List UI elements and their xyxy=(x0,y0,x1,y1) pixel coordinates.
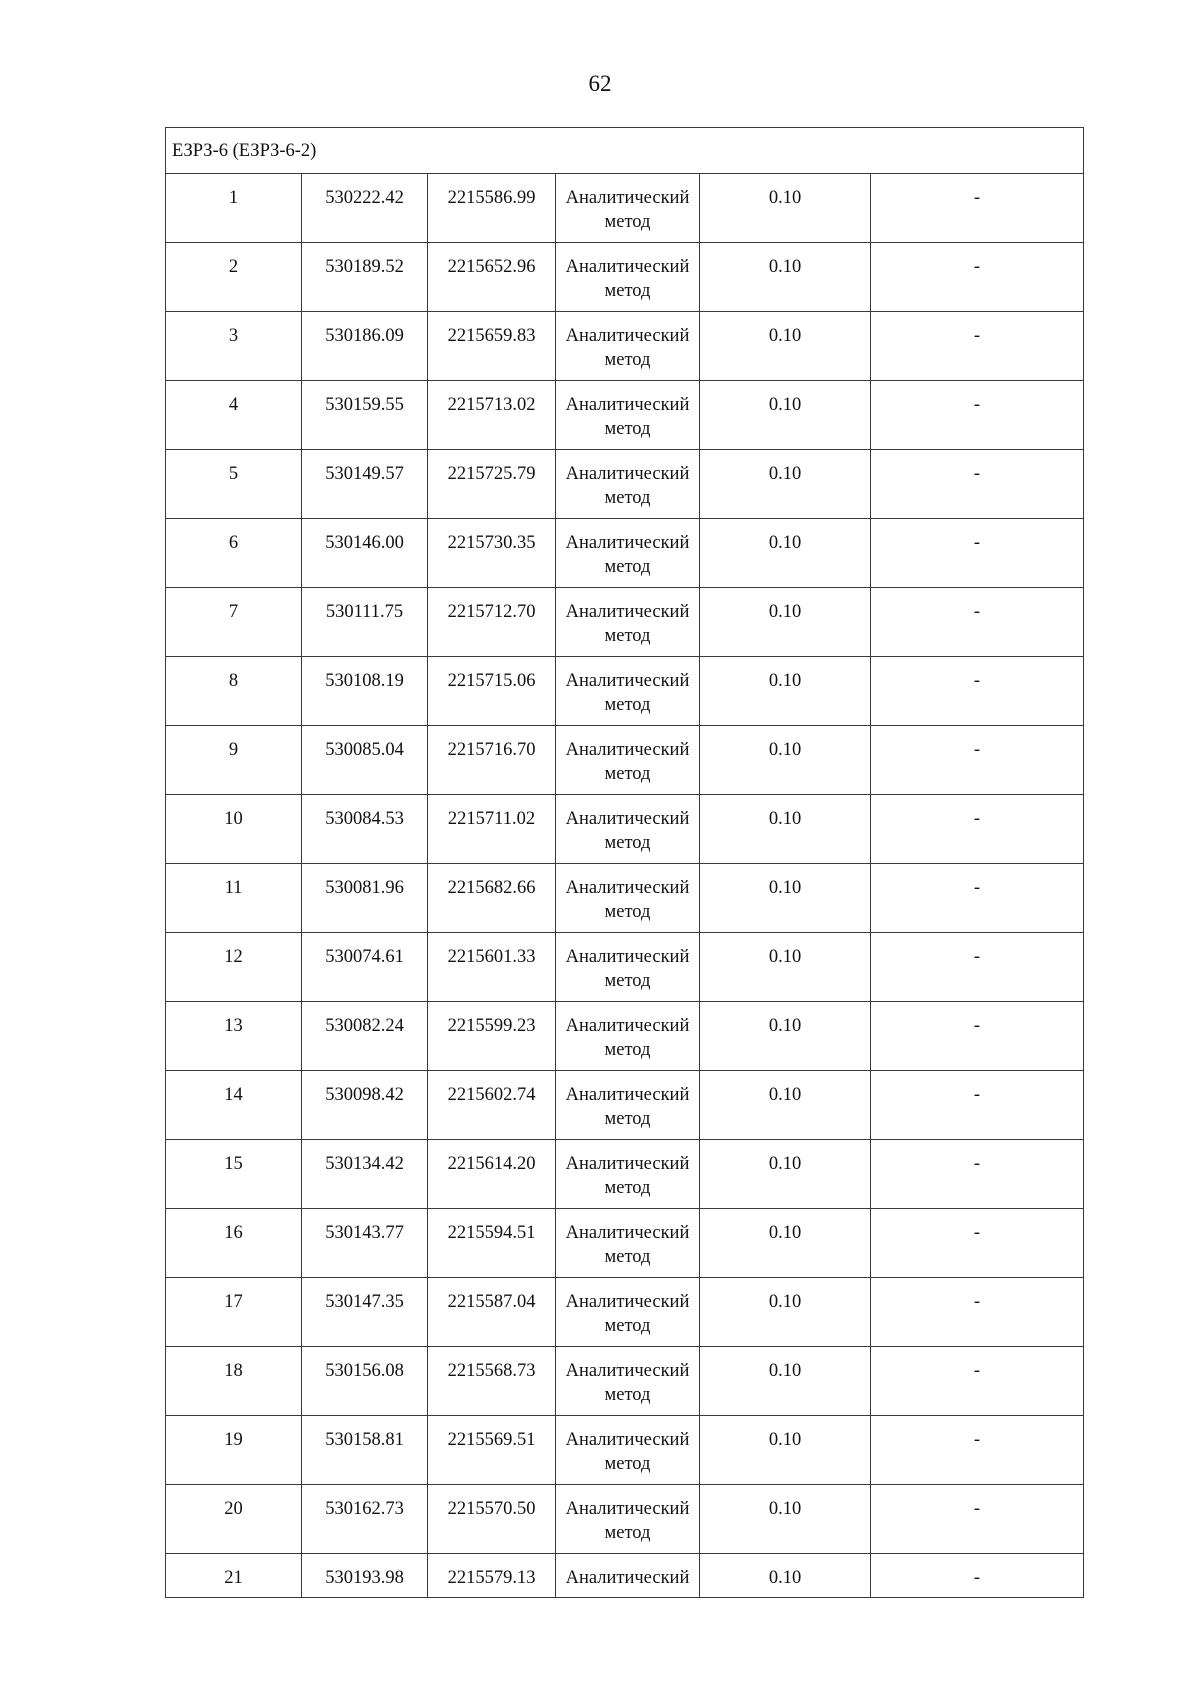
method-text: Аналитический xyxy=(565,1568,690,1588)
table-row xyxy=(166,1209,1084,1278)
accuracy-cell: 0.10 xyxy=(700,726,871,795)
accuracy-cell: 0.10 xyxy=(700,657,871,726)
note-cell: - xyxy=(871,1002,1084,1071)
x-coordinate-cell: 530222.42 xyxy=(302,174,428,243)
note-cell: - xyxy=(871,1278,1084,1347)
method-cell xyxy=(556,1554,700,1598)
note-cell: - xyxy=(871,795,1084,864)
point-number-cell: 3 xyxy=(166,312,302,381)
x-coordinate-cell: 530156.08 xyxy=(302,1347,428,1416)
x-coordinate-cell: 530158.81 xyxy=(302,1416,428,1485)
y-coordinate-cell: 2215587.04 xyxy=(428,1278,556,1347)
y-coordinate-cell: 2215652.96 xyxy=(428,243,556,312)
note-cell: - xyxy=(871,933,1084,1002)
method-cell xyxy=(556,795,700,864)
y-coordinate-cell: 2215711.02 xyxy=(428,795,556,864)
accuracy-cell: 0.10 xyxy=(700,381,871,450)
x-coordinate-cell: 530134.42 xyxy=(302,1140,428,1209)
point-number-cell: 1 xyxy=(166,174,302,243)
method-text: Аналитический метод xyxy=(565,533,690,577)
point-number-cell: 15 xyxy=(166,1140,302,1209)
x-coordinate-cell: 530084.53 xyxy=(302,795,428,864)
y-coordinate-cell: 2215614.20 xyxy=(428,1140,556,1209)
point-number-cell: 9 xyxy=(166,726,302,795)
method-cell xyxy=(556,657,700,726)
note-cell: - xyxy=(871,1209,1084,1278)
method-text: Аналитический метод xyxy=(565,188,690,232)
accuracy-cell: 0.10 xyxy=(700,1002,871,1071)
y-coordinate-cell: 2215602.74 xyxy=(428,1071,556,1140)
x-coordinate-cell: 530143.77 xyxy=(302,1209,428,1278)
accuracy-cell: 0.10 xyxy=(700,1209,871,1278)
table-row xyxy=(166,726,1084,795)
point-number-cell: 11 xyxy=(166,864,302,933)
method-cell xyxy=(556,1140,700,1209)
x-coordinate-cell: 530149.57 xyxy=(302,450,428,519)
y-coordinate-cell: 2215659.83 xyxy=(428,312,556,381)
accuracy-cell: 0.10 xyxy=(700,864,871,933)
accuracy-cell: 0.10 xyxy=(700,1071,871,1140)
accuracy-cell: 0.10 xyxy=(700,1485,871,1554)
accuracy-cell: 0.10 xyxy=(700,450,871,519)
note-cell: - xyxy=(871,1140,1084,1209)
y-coordinate-cell: 2215594.51 xyxy=(428,1209,556,1278)
method-text: Аналитический метод xyxy=(565,1499,690,1543)
y-coordinate-cell: 2215715.06 xyxy=(428,657,556,726)
point-number-cell: 19 xyxy=(166,1416,302,1485)
y-coordinate-cell: 2215730.35 xyxy=(428,519,556,588)
note-cell: - xyxy=(871,1485,1084,1554)
method-text: Аналитический метод xyxy=(565,1430,690,1474)
note-cell: - xyxy=(871,864,1084,933)
method-text: Аналитический метод xyxy=(565,671,690,715)
accuracy-cell: 0.10 xyxy=(700,933,871,1002)
point-number-cell: 16 xyxy=(166,1209,302,1278)
method-text: Аналитический метод xyxy=(565,395,690,439)
accuracy-cell: 0.10 xyxy=(700,1278,871,1347)
y-coordinate-cell: 2215716.70 xyxy=(428,726,556,795)
method-cell xyxy=(556,1416,700,1485)
note-cell: - xyxy=(871,1416,1084,1485)
table-row xyxy=(166,864,1084,933)
point-number-cell: 2 xyxy=(166,243,302,312)
table-row xyxy=(166,1140,1084,1209)
table-row xyxy=(166,381,1084,450)
point-number-cell: 8 xyxy=(166,657,302,726)
method-text: Аналитический метод xyxy=(565,1292,690,1336)
method-cell xyxy=(556,1278,700,1347)
accuracy-cell: 0.10 xyxy=(700,312,871,381)
accuracy-cell: 0.10 xyxy=(700,795,871,864)
method-text: Аналитический метод xyxy=(565,326,690,370)
table-caption: ЕЗРЗ-6 (ЕЗРЗ-6-2) xyxy=(166,128,1084,174)
method-cell xyxy=(556,450,700,519)
method-cell xyxy=(556,243,700,312)
method-text: Аналитический метод xyxy=(565,257,690,301)
note-cell: - xyxy=(871,657,1084,726)
x-coordinate-cell: 530189.52 xyxy=(302,243,428,312)
x-coordinate-cell: 530159.55 xyxy=(302,381,428,450)
note-cell: - xyxy=(871,243,1084,312)
note-cell: - xyxy=(871,450,1084,519)
note-cell: - xyxy=(871,312,1084,381)
accuracy-cell: 0.10 xyxy=(700,1554,871,1598)
accuracy-cell: 0.10 xyxy=(700,243,871,312)
x-coordinate-cell: 530146.00 xyxy=(302,519,428,588)
table-row xyxy=(166,588,1084,657)
method-text: Аналитический метод xyxy=(565,1016,690,1060)
y-coordinate-cell: 2215568.73 xyxy=(428,1347,556,1416)
accuracy-cell: 0.10 xyxy=(700,1416,871,1485)
method-cell xyxy=(556,312,700,381)
x-coordinate-cell: 530085.04 xyxy=(302,726,428,795)
point-number-cell: 4 xyxy=(166,381,302,450)
table-row xyxy=(166,795,1084,864)
y-coordinate-cell: 2215682.66 xyxy=(428,864,556,933)
x-coordinate-cell: 530108.19 xyxy=(302,657,428,726)
table-row xyxy=(166,1002,1084,1071)
table-caption-row xyxy=(166,128,1084,174)
method-cell xyxy=(556,519,700,588)
x-coordinate-cell: 530081.96 xyxy=(302,864,428,933)
x-coordinate-cell: 530162.73 xyxy=(302,1485,428,1554)
method-cell xyxy=(556,864,700,933)
point-number-cell: 5 xyxy=(166,450,302,519)
method-cell xyxy=(556,381,700,450)
accuracy-cell: 0.10 xyxy=(700,174,871,243)
method-text: Аналитический метод xyxy=(565,1085,690,1129)
table-row xyxy=(166,174,1084,243)
x-coordinate-cell: 530147.35 xyxy=(302,1278,428,1347)
table-row xyxy=(166,1554,1084,1598)
note-cell: - xyxy=(871,726,1084,795)
point-number-cell: 10 xyxy=(166,795,302,864)
y-coordinate-cell: 2215569.51 xyxy=(428,1416,556,1485)
point-number-cell: 18 xyxy=(166,1347,302,1416)
x-coordinate-cell: 530186.09 xyxy=(302,312,428,381)
x-coordinate-cell: 530098.42 xyxy=(302,1071,428,1140)
table-row xyxy=(166,1071,1084,1140)
note-cell: - xyxy=(871,588,1084,657)
x-coordinate-cell: 530111.75 xyxy=(302,588,428,657)
page-number: 62 xyxy=(588,71,612,96)
note-cell: - xyxy=(871,174,1084,243)
method-cell xyxy=(556,1209,700,1278)
y-coordinate-cell: 2215601.33 xyxy=(428,933,556,1002)
method-cell xyxy=(556,1071,700,1140)
accuracy-cell: 0.10 xyxy=(700,588,871,657)
method-text: Аналитический метод xyxy=(565,740,690,784)
y-coordinate-cell: 2215713.02 xyxy=(428,381,556,450)
method-text: Аналитический метод xyxy=(565,1223,690,1267)
table-row xyxy=(166,312,1084,381)
note-cell: - xyxy=(871,1071,1084,1140)
table-row xyxy=(166,1347,1084,1416)
method-cell xyxy=(556,726,700,795)
table-row xyxy=(166,933,1084,1002)
note-cell: - xyxy=(871,519,1084,588)
table-row xyxy=(166,1485,1084,1554)
note-cell: - xyxy=(871,381,1084,450)
y-coordinate-cell: 2215579.13 xyxy=(428,1554,556,1598)
accuracy-cell: 0.10 xyxy=(700,1140,871,1209)
method-text: Аналитический метод xyxy=(565,878,690,922)
x-coordinate-cell: 530074.61 xyxy=(302,933,428,1002)
method-text: Аналитический метод xyxy=(565,947,690,991)
accuracy-cell: 0.10 xyxy=(700,519,871,588)
table-row xyxy=(166,450,1084,519)
method-text: Аналитический метод xyxy=(565,464,690,508)
point-number-cell: 7 xyxy=(166,588,302,657)
accuracy-cell: 0.10 xyxy=(700,1347,871,1416)
method-text: Аналитический метод xyxy=(565,1361,690,1405)
y-coordinate-cell: 2215599.23 xyxy=(428,1002,556,1071)
table-body xyxy=(166,128,1084,1598)
point-number-cell: 17 xyxy=(166,1278,302,1347)
coordinates-table xyxy=(165,127,1084,1598)
method-cell xyxy=(556,933,700,1002)
y-coordinate-cell: 2215712.70 xyxy=(428,588,556,657)
method-cell xyxy=(556,174,700,243)
method-text: Аналитический метод xyxy=(565,809,690,853)
point-number-cell: 12 xyxy=(166,933,302,1002)
y-coordinate-cell: 2215725.79 xyxy=(428,450,556,519)
note-cell: - xyxy=(871,1554,1084,1598)
table-row xyxy=(166,1416,1084,1485)
point-number-cell: 14 xyxy=(166,1071,302,1140)
method-cell xyxy=(556,1002,700,1071)
y-coordinate-cell: 2215586.99 xyxy=(428,174,556,243)
method-cell xyxy=(556,1347,700,1416)
table-row xyxy=(166,657,1084,726)
note-cell: - xyxy=(871,1347,1084,1416)
method-cell xyxy=(556,588,700,657)
point-number-cell: 13 xyxy=(166,1002,302,1071)
table-row xyxy=(166,243,1084,312)
x-coordinate-cell: 530193.98 xyxy=(302,1554,428,1598)
table-row xyxy=(166,1278,1084,1347)
method-cell xyxy=(556,1485,700,1554)
point-number-cell: 20 xyxy=(166,1485,302,1554)
table-row xyxy=(166,519,1084,588)
point-number-cell: 21 xyxy=(166,1554,302,1598)
y-coordinate-cell: 2215570.50 xyxy=(428,1485,556,1554)
x-coordinate-cell: 530082.24 xyxy=(302,1002,428,1071)
method-text: Аналитический метод xyxy=(565,1154,690,1198)
method-text: Аналитический метод xyxy=(565,602,690,646)
point-number-cell: 6 xyxy=(166,519,302,588)
